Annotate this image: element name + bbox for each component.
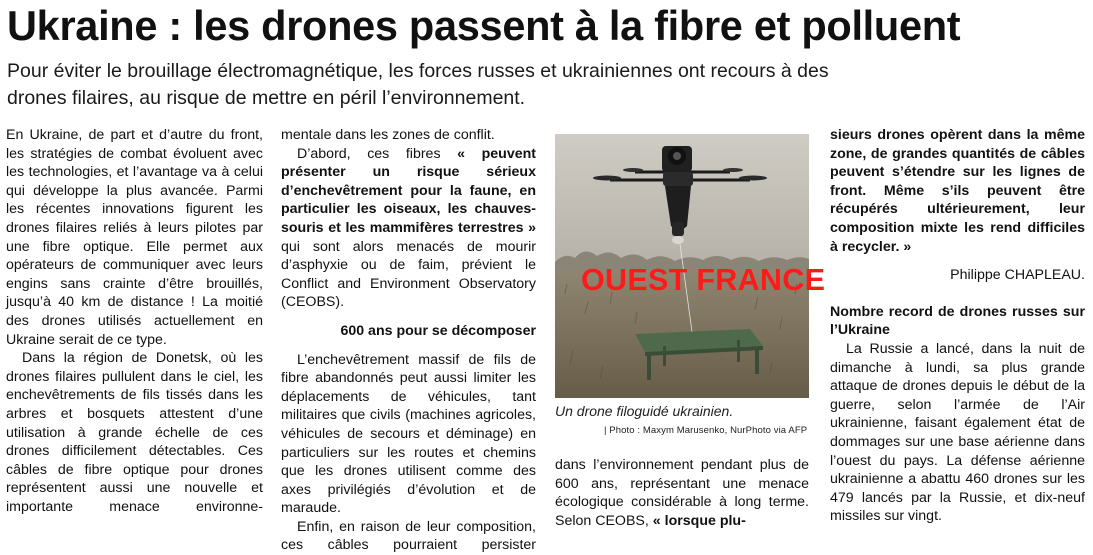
column-4: [830, 126, 1085, 526]
text-run: D’abord, ces fibres: [297, 145, 458, 162]
author-signature: Philippe CHAPLEAU.: [950, 267, 1085, 284]
paragraph: [555, 456, 809, 530]
watermark: OUEST FRANCE: [581, 263, 826, 297]
text-run: qui sont alors menacés de mourir d’asphyxie ou de faim, prévient le Conflict and Environment Observatory (CEOBS).: [281, 238, 536, 311]
quote-bold: sieurs drones opèrent dans la même zone, de grandes quantités de câbles peuvent s’étendre sur les lignes de front. Même s’ils peuvent être récupérés ultérieurement, leur composition mixte les rend difficiles à recycler. »: [830, 127, 1085, 255]
text-run: dans l’environnement pendant plus de 600 ans, représentant une menace écologique considérable à long terme. Selon CEOBS,: [555, 457, 809, 529]
quote-bold: « peuvent présenter un risque sérieux d’enchevêtrement pour la faune, en particulier les oiseaux, les chauves-souris et les mammifères terrestres »: [281, 145, 536, 236]
column-3: [555, 456, 809, 530]
section-heading: Nombre record de drones russes sur l’Ukraine: [830, 303, 1085, 339]
subheadline: Pour éviter le brouillage électromagnétique, les forces russes et ukrainiennes ont recours à des drones filaires, au risque de mettre en péril l’environnement.: [7, 60, 829, 109]
headline: Ukraine : les drones passent à la fibre et polluent: [7, 2, 961, 49]
paragraph: La Russie a lancé, dans la nuit de dimanche à lundi, sa plus grande attaque de drones depuis le début de la guerre, selon l’armée de l’Air ukrainienne, faisant également état de dommages sur une base aérienne dans l’ouest du pays. La défense aérienne ukrainienne a abattu 460 drones sur les 479 lancés par la Russie, et dix-neuf missiles sur vingt.: [830, 340, 1085, 525]
column-2: [281, 126, 536, 555]
paragraph: L’enchevêtrement massif de fils de fibre abandonnés peut aussi limiter les déplacements de véhicules, tant militaires que civils (machines agricoles, véhicules de secours et déminage) en particuliers sur les routes et chemins que les drones utilisent comme des axes privilégiés d’évolution et de maraude.: [281, 351, 536, 517]
photo-credit: | Photo : Maxym Marusenko, NurPhoto via AFP: [604, 425, 808, 436]
subheading: 600 ans pour se décomposer: [340, 322, 536, 339]
paragraph: [281, 145, 536, 312]
paragraph: Enfin, en raison de leur composition, ces câbles pourraient persister: [281, 518, 536, 554]
paragraph: Dans la région de Donetsk, où les drones filaires pullulent dans le ciel, les enchevêtrements de fils tissés dans les arbres et bosquets attestent d’une utilisation à grande échelle de ces drones difficilement détectables. Ces câbles de fibre optique pour drones représentent aussi une nouvelle et importante menace environne-: [6, 350, 263, 515]
column-1: [6, 126, 263, 516]
paragraph: En Ukraine, de part et d’autre du front, les stratégies de combat évoluent avec les technologies, et l’avantage va à celui qui développe la plus avancée. Parmi les récentes innovations figurent les drones filaires reliés à leurs pilotes par une fibre optique. Elle permet aux opérateurs de communiquer avec leurs engins sans crainte d’être brouillés, jusqu’à 40 km de distance ! La moitié des drones utilisés actuellement en Ukraine serait de ce type.: [6, 127, 263, 348]
paragraph: mentale dans les zones de conflit.: [281, 127, 495, 143]
photo-caption: Un drone filoguidé ukrainien.: [555, 403, 734, 419]
quote-bold: « lorsque plu-: [652, 512, 746, 529]
